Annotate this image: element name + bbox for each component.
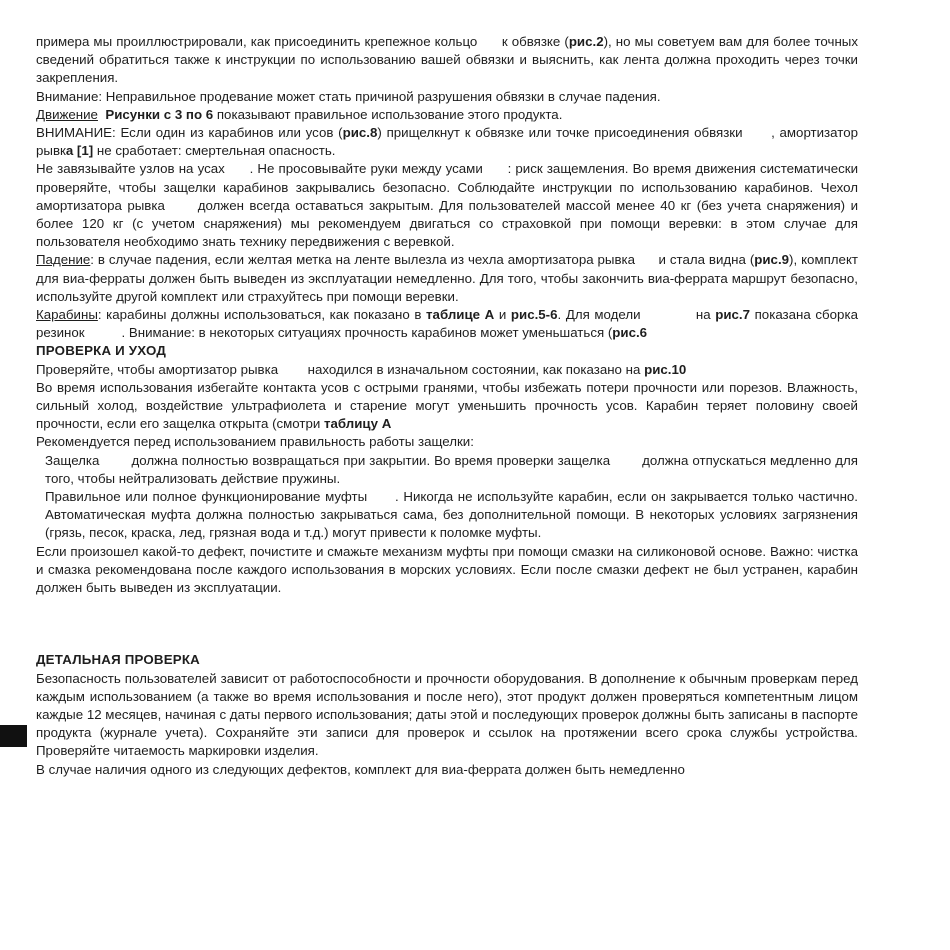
heading-detailed-inspection: ДЕТАЛЬНАЯ ПРОВЕРКА xyxy=(36,652,200,668)
text-run: должен всегда оставаться закрытым. Для пользователей массой менее 40 кг (без учета снаряжения) и более 120 кг (с учетом снаряжения) мы рекомендуем двигаться со страховкой при помощи веревки: в этом случае для пользователя необходимо знать технику передвижения с веревкой. xyxy=(36,197,859,250)
text-run: Во время использования избегайте контакта усов с острыми гранями, чтобы избежать потери прочности или порезов. Влажность, сильный холод, воздействие ультрафиолета и старение могут уменьшить прочность усов. Карабин теряет половину своей прочности, если его защелка открыта (смотри xyxy=(36,379,858,432)
text-run: : риск защемления. Во время движения систематически проверяйте, чтобы защелки карабинов закрывались безопасно. Соблюдайте инструкции по использованию карабинов. Чехол амортизатора рывка xyxy=(36,161,859,213)
figure-ref: рис.10 xyxy=(644,361,687,377)
section-label-fall: Падение xyxy=(36,252,91,268)
figure-ref: рис.5-6 xyxy=(510,307,558,323)
paragraph-knots xyxy=(36,160,858,251)
paragraph-warning-carabiner xyxy=(36,124,858,160)
text-run: находился в изначальном состоянии, как показано на xyxy=(307,361,641,377)
text-run: ) прищелкнут к обвязке или точке присоединения обвязки xyxy=(377,125,743,141)
text-run: . Для модели xyxy=(557,307,641,323)
page-edge-tab-marker xyxy=(0,725,27,747)
figure-ref: Рисунки с 3 по 6 xyxy=(105,106,214,122)
list-item-gate xyxy=(36,452,858,488)
section-label-carabiners: Карабины xyxy=(36,307,98,323)
list-item-locking-sleeve xyxy=(36,488,858,543)
paragraph-harness-ring xyxy=(36,33,858,88)
paragraph-fall xyxy=(36,251,858,306)
figure-ref: рис.2 xyxy=(568,34,604,49)
paragraph-movement xyxy=(36,106,858,124)
table-ref: таблицу А xyxy=(324,416,392,432)
figure-ref: рис.7 xyxy=(715,307,750,323)
text-run: примера мы проиллюстрировали, как присоединить крепежное кольцо xyxy=(36,34,478,49)
heading-inspection-care: ПРОВЕРКА И УХОД xyxy=(36,343,167,359)
paragraph-warning-threading: Внимание: Неправильное продевание может стать причиной разрушения обвязки в случае падения. xyxy=(36,88,661,104)
text-run: Не завязывайте узлов на усах xyxy=(36,161,225,177)
text-run: . Никогда не используйте карабин, если он закрывается только частично. Автоматическая муфта должна полностью закрываться сама, без дополнительной помощи. В некоторых условиях загрязнения (грязь, песок, краска, лед, грязная вода и т.д.) могут привести к поломке муфты. xyxy=(45,489,859,541)
text-run: , амортизатор рывк xyxy=(36,125,858,159)
text-run: должна отпускаться медленно для того, чтобы нейтрализовать действие пружины. xyxy=(45,452,859,486)
paragraph-gate-check-intro: Рекомендуется перед использованием правильность работы защелки: xyxy=(36,434,474,450)
figure-ref: рис.9 xyxy=(754,252,790,268)
text-run: ), но мы советуем вам для более точных сведений обратиться также к инструкции по использованию вашей обвязки и выяснить, как лента должна проходить через точки закрепления. xyxy=(36,34,859,86)
text-run: . Не просовывайте руки между усами xyxy=(249,161,483,177)
text-run: ВНИМАНИЕ: Если один из карабинов или усов ( xyxy=(36,125,343,141)
paragraph-defect-cleaning: Если произошел какой-то дефект, почистите и смажьте механизм муфты при помощи смазки на силиконовой основе. Важно: чистка и смазка рекомендована после каждого использования в морских условиях. Если после смазки дефект не был устранен, карабин должен быть выведен из эксплуатации. xyxy=(36,543,858,596)
figure-ref: рис.8 xyxy=(342,125,378,141)
document-page xyxy=(36,33,858,779)
figure-ref: а [1] xyxy=(65,143,94,159)
text-run: и xyxy=(498,307,507,323)
table-ref: таблице А xyxy=(426,307,495,323)
paragraph-check-absorber xyxy=(36,361,858,379)
text-run: Проверяйте, чтобы амортизатор рывка xyxy=(36,361,279,377)
paragraph-defects: В случае наличия одного из следующих дефектов, комплект для виа-феррата должен быть немедленно xyxy=(36,761,685,777)
text-run: : в случае падения, если желтая метка на ленте вылезла из чехла амортизатора рывка xyxy=(90,252,636,268)
text-run: : карабины должны использоваться, как показано в xyxy=(97,307,422,323)
text-run: показана сборка резинок xyxy=(36,307,858,341)
text-run: к обвязке ( xyxy=(501,34,569,49)
text-run: . Внимание: в некоторых ситуациях прочность карабинов может уменьшаться ( xyxy=(121,325,613,341)
text-run: и стала видна ( xyxy=(658,252,755,268)
paragraph-periodic-inspection: Безопасность пользователей зависит от работоспособности и прочности оборудования. В дополнение к обычным проверкам перед каждым использованием (а также во время использования и после него), этот продукт должен проверяться компетентным лицом каждые 12 месяцев, начиная с даты первого использования; даты этой и последующих проверок должны быть записаны в паспорте продукта (журнале учета). Сохраняйте эти записи для проверок и ссылок на протяжении всего срока службы устройства. Проверяйте читаемость маркировки изделия. xyxy=(36,670,858,759)
text-run: должна полностью возвращаться при закрытии. Во время проверки защелка xyxy=(131,452,611,468)
text-run: не сработает: смертельная опасность. xyxy=(93,143,336,159)
figure-ref: рис.6 xyxy=(612,325,648,341)
text-run: ), комплект для виа-ферраты должен быть выведен из эксплуатации немедленно. Для того, чтобы закончить виа-феррата маршрут безопасно, используйте другой комплект или страхуйтесь при помощи веревки. xyxy=(36,252,858,304)
text-run: Защелка xyxy=(45,452,100,468)
text-run: на xyxy=(695,307,711,323)
paragraph-sharp-edges xyxy=(36,379,858,434)
paragraph-carabiners xyxy=(36,306,858,342)
section-label-movement: Движение xyxy=(36,106,98,122)
text-run: показывают правильное использование этого продукта. xyxy=(216,106,563,122)
text-run: Правильное или полное функционирование муфты xyxy=(45,489,368,505)
section-gap xyxy=(36,597,858,651)
